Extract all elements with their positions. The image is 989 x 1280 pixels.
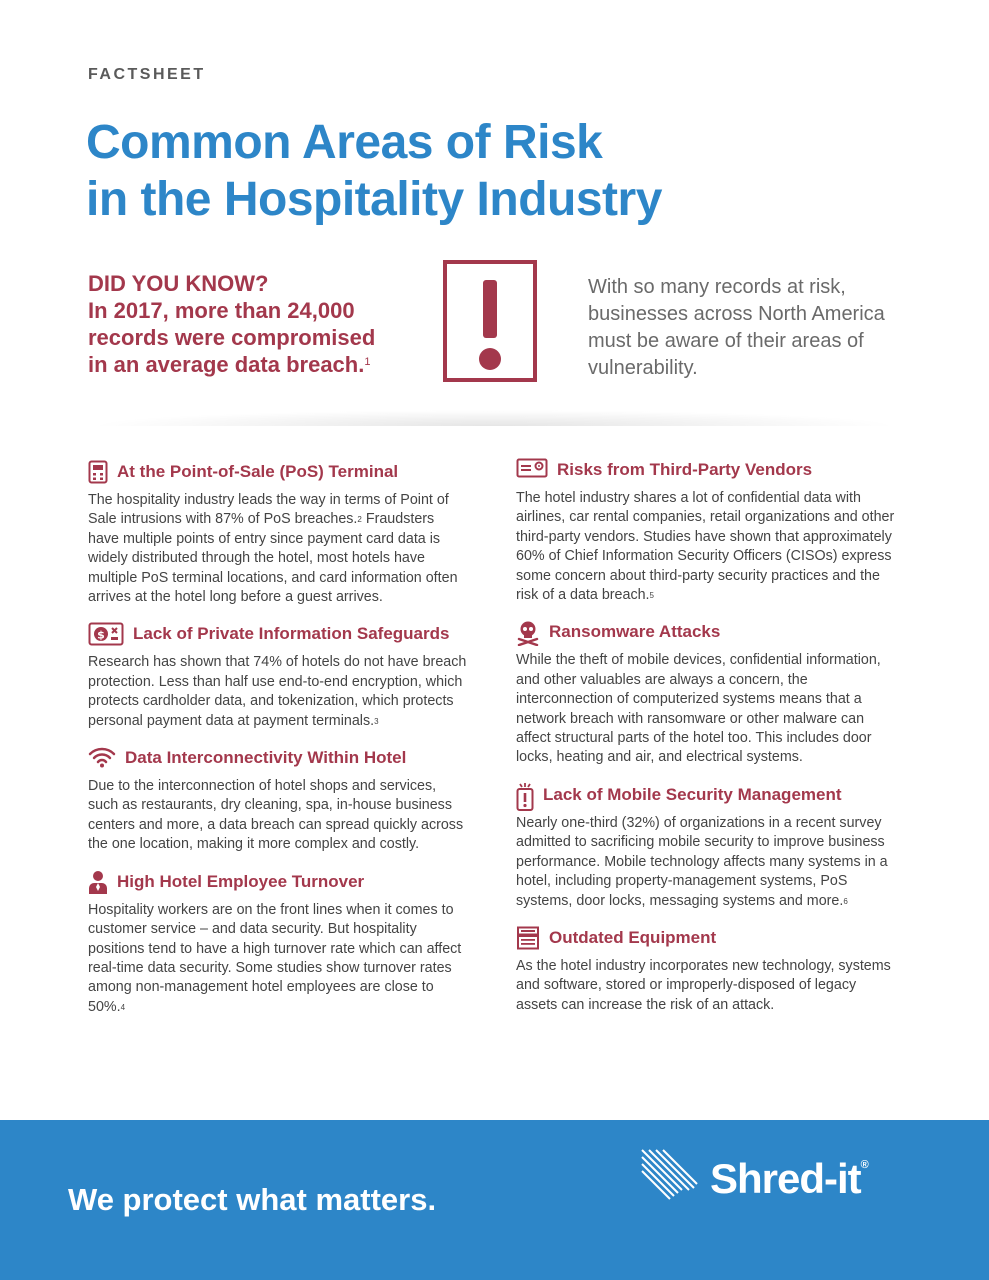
intro-text: With so many records at risk, businesses across North America must be aware of their areas of vulnerability. [588,276,885,379]
risk-section-title: High Hotel Employee Turnover [117,871,365,891]
brand-wordmark [710,1155,868,1203]
risk-section-body [516,651,896,767]
risk-section [516,783,896,911]
did-you-know-callout [88,270,428,378]
risk-section-header [516,926,896,950]
dollar-card-icon [88,622,126,646]
vendor-card-icon [516,458,550,482]
footnote-ref: 3 [374,716,379,726]
footer-tagline: We protect what matters. [68,1182,437,1217]
shred-lines-icon [640,1146,700,1211]
left-column [88,460,468,1032]
risk-section [88,622,468,731]
risk-section-header [516,783,896,807]
footnote-ref: 6 [843,896,848,906]
body-text: Research has shown that 74% of hotels do not have breach protection. Less than half use end-to-end encryption, which protects cardholder data, and tokenization, which protects personal payment data at payment terminals. [88,654,467,729]
risk-section-title: Risks from Third-Party Vendors [557,460,813,479]
page-title [86,114,886,228]
title-line-2: in the Hospitality Industry [86,173,662,226]
body-text: Nearly one-third (32%) of organizations in a recent survey admitted to sacrificing mobile security to improve business performance. Mobile technology affects many systems in a hotel, including property-management systems, PoS systems, door locks, messaging systems and more. [516,814,888,909]
footnote-ref: 4 [120,1002,126,1012]
did-you-know-line-3: records were compromised [88,325,376,350]
risk-section-body [88,491,468,607]
person-icon [88,870,110,894]
risk-section-header [88,622,468,646]
risk-section-header [88,746,468,770]
exclamation-bar [483,280,497,338]
risk-section-body [88,777,468,855]
risk-section-title: Lack of Private Information Safeguards [133,624,450,644]
body-text: Due to the interconnection of hotel shops and services, such as restaurants, dry cleaning, spa, in-house business centers and more, a data breach can spread quickly across the one location, making it more complex and costly. [88,778,464,853]
wifi-icon [88,746,118,770]
right-column [516,458,896,1030]
eyebrow-label: FACTSHEET [88,66,206,83]
body-text: Hospitality workers are on the front lines when it comes to customer service – and data security. But hospitality positions tend to have a high turnover rate which can affect real-time data security. Some studies show turnover rates among non-management hotel employees are close to 50%. [88,901,462,1015]
title-line-1: Common Areas of Risk [86,116,603,169]
section-divider-shadow [88,410,900,426]
mobile-alert-icon [516,783,536,807]
footer-banner [0,1120,989,1280]
risk-section-body [516,489,896,605]
risk-section-header [516,620,896,644]
pos-terminal-icon [88,460,110,484]
risk-section-body [516,814,896,911]
footnote-ref: 5 [649,591,654,601]
svg-text:$: $ [97,628,105,642]
body-text: The hotel industry shares a lot of confidential data with airlines, car rental companies, retail organizations and other third-party vendors. Studies have shown that approximately 60% of Chief Information Security Officers (CISOs) express some concern about third-party security practices and the risk of a data breach. [516,490,895,604]
risk-section-header [88,870,468,894]
body-text: As the hotel industry incorporates new technology, systems and software, stored or improperly-disposed of legacy assets can increase the risk of an attack. [516,957,891,1013]
risk-section-title: Data Interconnectivity Within Hotel [125,748,407,768]
footnote-ref: 1 [364,356,371,368]
risk-section-body [516,957,896,1015]
risk-section [88,460,468,607]
exclamation-dot [479,348,501,370]
exclamation-alert-icon [443,260,537,382]
risk-section-title: Lack of Mobile Security Management [543,784,842,804]
did-you-know-line-4-text: in an average data breach. [88,352,365,377]
skull-icon [516,620,542,644]
did-you-know-line-4 [88,351,428,378]
risk-section [88,870,468,1017]
body-text-continued: Fraudsters have multiple points of entry since payment card data is widely distributed through the hotel, most hotels have multiple PoS terminal locations, and card information often arrives at the hotel long before a guest arrives. [88,511,458,606]
brand-logo [640,1146,868,1211]
risk-section-header [516,458,896,482]
risk-section-body [88,901,468,1017]
risk-section-title: Outdated Equipment [549,927,717,947]
brand-name: Shred-it [710,1154,861,1202]
footnote-ref: 2 [357,515,362,525]
risk-section [516,620,896,767]
did-you-know-line-2: In 2017, more than 24,000 [88,298,355,323]
body-text: The hospitality industry leads the way in terms of Point of Sale intrusions with 87% of PoS breaches. [88,492,449,528]
risk-section-title: Ransomware Attacks [549,622,721,642]
risk-section [516,926,896,1015]
risk-section [516,458,896,605]
risk-section-title: At the Point-of-Sale (PoS) Terminal [117,462,399,481]
body-text: While the theft of mobile devices, confidential information, and other valuables are always a concern, the interconnection of computerized systems means that a network breach with ransomware or other malware can affect structural parts of the hotel too. This includes door locks, heating and air, and electrical systems. [516,652,881,766]
did-you-know-heading: DID YOU KNOW? [88,271,269,296]
trademark-symbol: ® [860,1158,868,1171]
printer-icon [516,926,542,950]
risk-section-body [88,653,468,731]
risk-section [88,746,468,855]
risk-section-header [88,460,468,484]
